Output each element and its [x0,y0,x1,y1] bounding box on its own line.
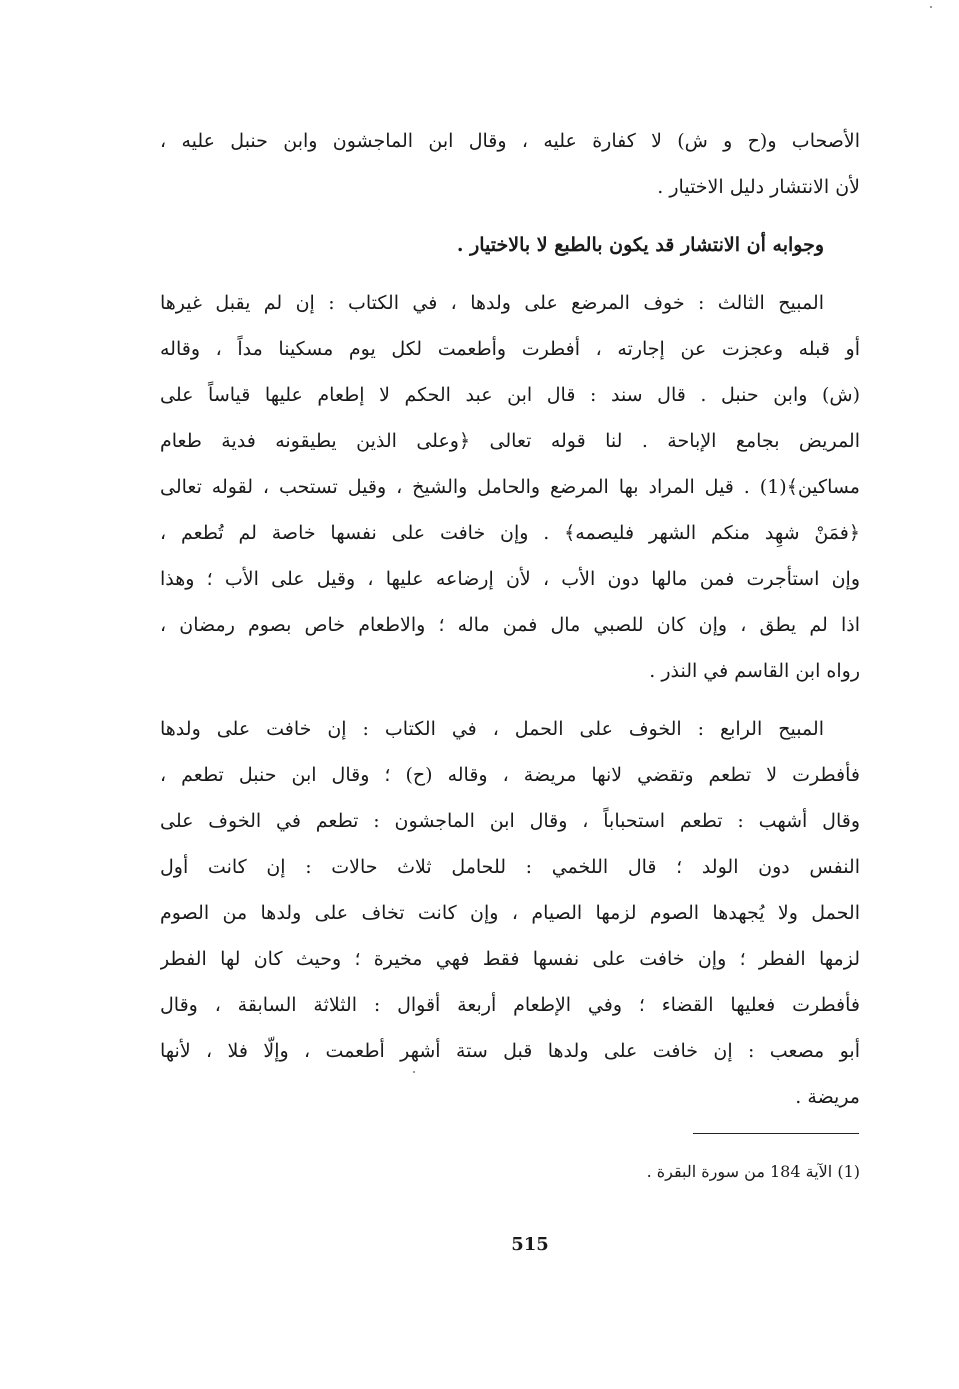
text-line: لزمها الفطر ؛ وإن خافت على نفسها فقط فهي مخيرة ؛ وحيث كان لها الفطر [160,948,860,970]
text-line: مريضة . [795,1086,860,1108]
text-line: لأن الانتشار دليل الاختيار . [657,176,860,198]
text-line: المبيح الرابع : الخوف على الحمل ، في الكتاب : إن خافت على ولدها [160,718,824,740]
paragraph-gap [160,694,860,706]
scan-speck [413,1071,415,1073]
text-line: ﴿فمَنْ شهِد منكم الشهر فليصمه﴾ . وإن خافت على نفسها خاصة لم تُطعم ، [160,522,860,544]
text-line: رواه ابن القاسم في النذر . [649,660,860,682]
page-number: 515 [511,1234,549,1255]
text-line: وإن استأجرت فمن مالها دون الأب ، لأن إرضاعه عليها ، وقيل على الأب ؛ وهذا [160,568,860,590]
text-line: وجوابه أن الانتشار قد يكون بالطبع لا بالاختيار . [456,234,824,256]
text-line: اذا لم يطق ، وإن كان للصبي مال فمن ماله ؛ والاطعام خاص بصوم رمضان ، [160,614,860,636]
footnote: (1) الآية 184 من سورة البقرة . [646,1162,860,1181]
text-line: أبو مصعب : إن خافت على ولدها قبل ستة أشهر أطعمت ، وإلّا فلا ، لأنها [160,1040,860,1062]
text-line: الحمل ولا يُجهدها الصوم لزمها الصيام ، وإن كانت تخاف على ولدها من الصوم [160,902,860,924]
text-line: فأفطرت فعليها القضاء ؛ وفي الإطعام أربعة أقوال : الثلاثة السابقة ، وقال [160,994,860,1016]
scan-speck [930,6,932,8]
text-line: فأفطرت لا تطعم وتقضي لانها مريضة ، وقاله (ح) ؛ وقال ابن حنبل تطعم ، [160,764,860,786]
text-line: وقال أشهب : تطعم استحباباً ، وقال ابن الماجشون : تطعم في الخوف على [160,810,860,832]
paragraph-gap [160,268,860,280]
paragraph-gap [160,210,860,222]
text-line: أو قبله وعجزت عن إجارته ، أفطرت وأطعمت لكل يوم مسكينا مداً ، وقاله [160,338,860,360]
text-line: المبيح الثالث : خوف المرضع على ولدها ، في الكتاب : إن لم يقبل غيرها [160,292,824,314]
footnote-separator [693,1133,859,1134]
main-text [160,118,860,1120]
text-line: المريض بجامع الإباحة . لنا قوله تعالى ﴿وعلى الذين يطيقونه فدية طعام [160,430,860,452]
text-line: الأصحاب و(ح و ش) لا كفارة عليه ، وقال ابن الماجشون وابن حنبل عليه ، [160,130,860,152]
text-line: (ش) وابن حنبل . قال سند : قال ابن عبد الحكم لا إطعام عليها قياساً على [160,384,860,406]
text-line: مساكين﴾(1) . قيل المراد بها المرضع والحامل والشيخ ، وقيل تستحب ، لقوله تعالى [160,476,860,498]
text-line: النفس دون الولد ؛ قال اللخمي : للحامل ثلاث حالات : إن كانت أول [160,856,860,878]
